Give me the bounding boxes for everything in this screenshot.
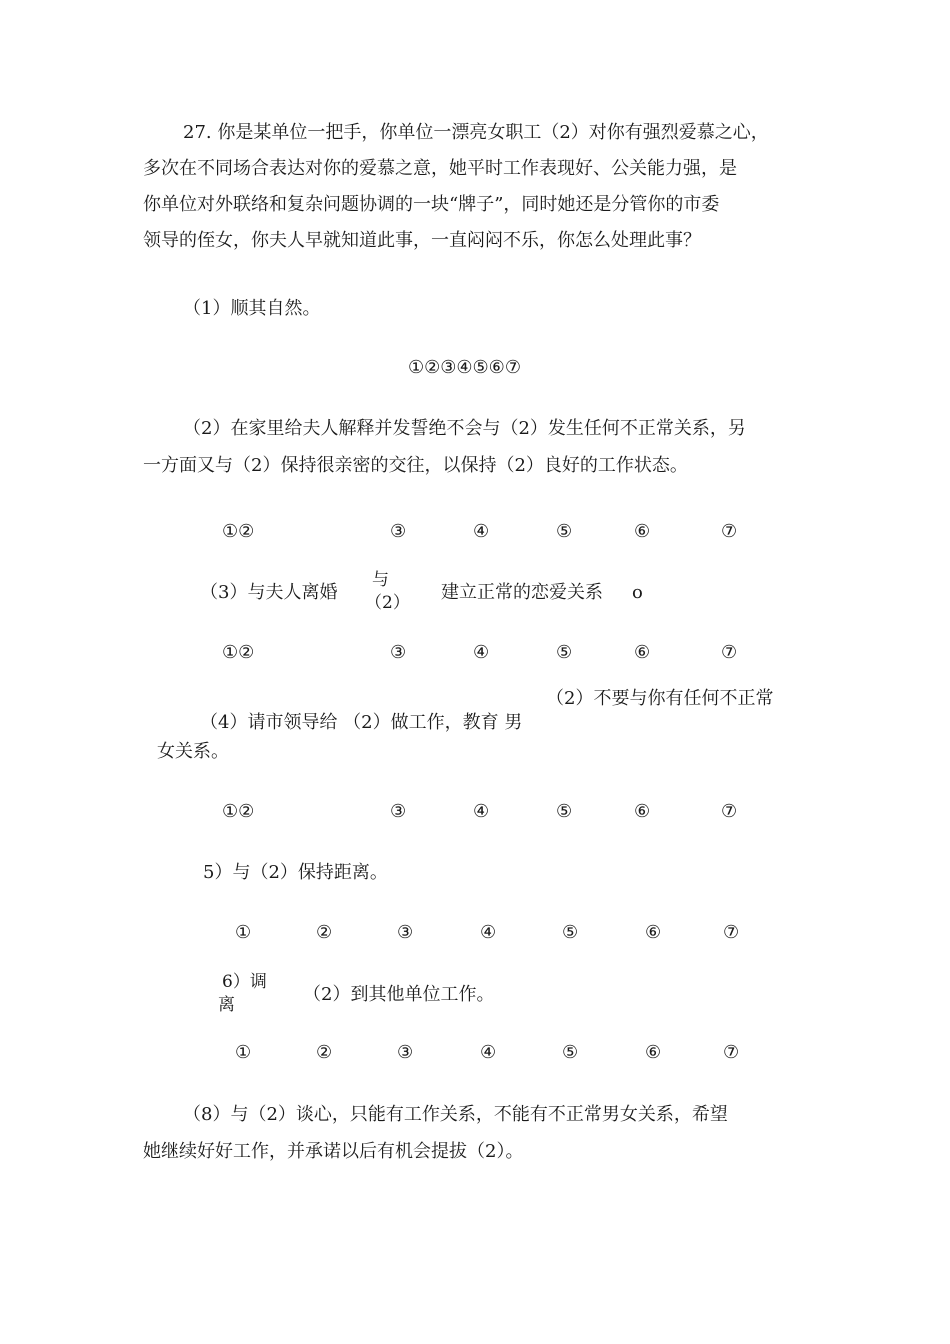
scale-mark[interactable]: ⑤ xyxy=(556,642,573,663)
option-6-part-b: （2）到其他单位工作。 xyxy=(303,984,495,1005)
scale-mark[interactable]: ⑦ xyxy=(721,642,738,663)
scale-mark[interactable]: ⑥ xyxy=(645,922,662,943)
scale-mark[interactable]: ⑥ xyxy=(634,801,651,822)
option-8-line-1: （8）与（2）谈心，只能有工作关系，不能有不正常男女关系，希望 xyxy=(183,1104,728,1125)
scale-mark[interactable]: ①② xyxy=(222,801,255,822)
option-5-text: 5）与（2）保持距离。 xyxy=(203,862,388,883)
scale-mark[interactable]: ⑦ xyxy=(723,922,740,943)
scale-mark[interactable]: ① xyxy=(235,922,252,943)
scale-mark[interactable]: ①② xyxy=(222,521,255,542)
scale-mark[interactable]: ⑥ xyxy=(634,521,651,542)
scale-mark[interactable]: ② xyxy=(316,922,333,943)
scale-mark[interactable]: ④ xyxy=(480,922,497,943)
option-8-line-2: 她继续好好工作，并承诺以后有机会提拔（2）。 xyxy=(143,1141,524,1162)
option-1-text: （1）顺其自然。 xyxy=(183,298,321,319)
option-1-scale[interactable]: ①②③④⑤⑥⑦ xyxy=(408,357,521,378)
scale-mark[interactable]: ⑤ xyxy=(562,1042,579,1063)
option-6-part-a2: 离 xyxy=(218,995,235,1015)
question-line-3: 你单位对外联络和复杂问题协调的一块“牌子”，同时她还是分管你的市委 xyxy=(143,194,720,215)
option-3-part-b2: （2） xyxy=(365,593,410,613)
scale-mark[interactable]: ② xyxy=(316,1042,333,1063)
scale-mark[interactable]: ③ xyxy=(397,922,414,943)
scale-mark[interactable]: ⑥ xyxy=(645,1042,662,1063)
scale-mark[interactable]: ⑥ xyxy=(634,642,651,663)
option-2-line-1: （2）在家里给夫人解释并发誓绝不会与（2）发生任何不正常关系，另 xyxy=(183,418,746,439)
question-line-4: 领导的侄女，你夫人早就知道此事，一直闷闷不乐，你怎么处理此事？ xyxy=(143,230,701,251)
scale-mark[interactable]: ③ xyxy=(390,801,407,822)
option-3-part-a: （3）与夫人离婚 xyxy=(200,582,338,603)
scale-mark[interactable]: ⑦ xyxy=(721,801,738,822)
scale-mark[interactable]: ⑤ xyxy=(562,922,579,943)
scale-mark[interactable]: ③ xyxy=(390,521,407,542)
scale-mark[interactable]: ① xyxy=(235,1042,252,1063)
scale-mark[interactable]: ⑤ xyxy=(556,801,573,822)
option-3-part-c: 建立正常的恋爱关系 xyxy=(441,582,603,603)
scale-mark[interactable]: ①② xyxy=(222,642,255,663)
option-3-part-d: o xyxy=(632,582,643,603)
scale-mark[interactable]: ⑦ xyxy=(721,521,738,542)
scale-mark[interactable]: ⑦ xyxy=(723,1042,740,1063)
question-line-1: 27. 你是某单位一把手，你单位一漂亮女职工（2）对你有强烈爱慕之心， xyxy=(183,122,769,143)
option-4-main: （4）请市领导给 （2）做工作，教育 男 xyxy=(200,712,523,733)
scale-mark[interactable]: ③ xyxy=(390,642,407,663)
option-2-line-2: 一方面又与（2）保持很亲密的交往，以保持（2）良好的工作状态。 xyxy=(143,455,688,476)
scale-mark[interactable]: ④ xyxy=(473,801,490,822)
scale-mark[interactable]: ④ xyxy=(473,521,490,542)
scale-mark[interactable]: ④ xyxy=(480,1042,497,1063)
option-4-line-2: 女关系。 xyxy=(157,741,229,762)
option-4-upper: （2）不要与你有任何不正常 xyxy=(546,688,774,709)
scale-mark[interactable]: ③ xyxy=(397,1042,414,1063)
scale-mark[interactable]: ⑤ xyxy=(556,521,573,542)
option-3-part-b1: 与 xyxy=(372,570,389,590)
option-6-part-a1: 6）调 xyxy=(222,972,267,992)
scale-mark[interactable]: ④ xyxy=(473,642,490,663)
question-line-2: 多次在不同场合表达对你的爱慕之意，她平时工作表现好、公关能力强，是 xyxy=(143,158,737,179)
